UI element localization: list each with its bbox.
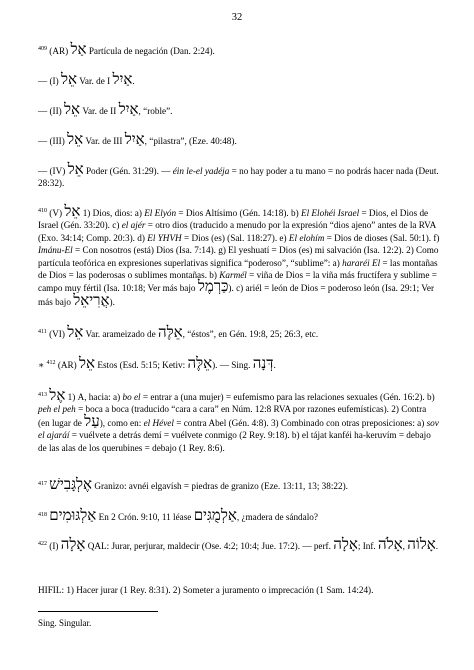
entry-422: $^{422}$ (I) אָלָה QAL: Jurar, perjurar, maldecir (Ose. 4:2; 10:4; Jue. 17:2). — perf. אָלָה; Inf. אָלֹה, אָלוֹה. xyxy=(38,535,439,553)
hebrew-word: עַל xyxy=(84,411,100,430)
entry-410: $^{410}$ (V) אֵל 1) Dios, dios: a) El Elyón = Dios Altísimo (Gén. 14:18). b) El Elohéi Israel = Dios, el Dios de Israel (Gén. 33:20). c) el ajér = otro dios (traducido a menudo por la expresión “dios ajeno” antes de la RVA (Exo. 34:14; Comp. 20:3). d) El YHVH = Dios (es) (Sal. 118:27). e) El elohím = Dios de dioses (Sal. 50:1). f) Imánu-El = Con nosotros (está) Dios (Isa. 7:14). g) El yeshuatí = Dios (es) mi salvación (Isa. 12:2). 2) Como partícula teofórica en expresiones superlativas significa “poderoso”, “sublime”: a) hararéi El = las montañas de Dios = las poderosas o sublimes montañas. b) Karmél = viña de Dios = la viña más fructífera y sublime = campo muy fértil (Isa. 10:18; Ver más bajo כַּרְמֶל). c) ariél = león de Dios = poderoso león (Isa. 29:1; Ver más bajo אֲרִיאֵל). xyxy=(38,202,440,309)
entry-number: 412 xyxy=(46,360,56,366)
hebrew-headword: אֶל xyxy=(49,386,66,404)
hebrew-headword: אַל xyxy=(70,40,87,58)
hebrew-word: דְּנָה xyxy=(252,354,274,372)
hebrew-word: אָלוֹה xyxy=(407,535,436,553)
entry-number: 417 xyxy=(38,481,47,487)
entry-413: $^{413}$ אֶל 1) A, hacia: a) bo el = entrar a (una mujer) = eufemismo para las relaciones sexuales (Gén. 16:2). b) peh el peh = boca a boca (traducido “cara a cara” en Núm. 12:8 RVA por razones eufemísticas). 2) Contra (en lugar de עַל), como en: el Hével = contra Abel (Gén. 4:8). 3) Combinado con otras preposiciones: a) sov el ajaráí = vuélvete a detrás demí = vuélvete conmigo (2 Rey. 9:18). b) el tájat kanféi ha-keruvím = debajo de las alas de los querubines = debajo (1 Rey. 8:6). xyxy=(38,386,439,453)
hebrew-word: אַיִל xyxy=(118,100,139,118)
hebrew-headword: אֵל xyxy=(64,202,81,220)
hebrew-headword: אֵל xyxy=(60,70,77,88)
hebrew-headword: אֵל xyxy=(64,100,81,118)
entry-number: 418 xyxy=(38,512,47,518)
entry-hifil: HIFIL: 1) Hacer jurar (1 Rey. 8:31). 2) Someter a juramento o imprecación (1 Sam. 14:24). xyxy=(38,585,374,595)
hebrew-headword: אֵל xyxy=(79,354,96,372)
hebrew-word: אֵלֶּה xyxy=(157,323,183,341)
hebrew-headword: אֵל xyxy=(67,160,84,178)
hebrew-headword: אָלָה xyxy=(60,535,86,553)
page-number: 32 xyxy=(231,12,243,23)
hebrew-word: אַלְמֻגִּים xyxy=(193,506,237,524)
entry-412: ∗ $^{412}$ (AR) אֵל Estos (Esd. 5:15; Ketiv: אֵלֶּה). — Sing. דְּנָה. xyxy=(38,354,276,372)
hebrew-word: אָלָה xyxy=(333,535,358,553)
entry-el-I: — (I) אֵל Var. de I אַיִל. xyxy=(38,70,135,88)
hebrew-word: אַיִל xyxy=(112,70,133,88)
hebrew-word: כַּרְמֶל xyxy=(197,277,229,296)
entry-411: $^{411}$ (VI) אֵל Var. arameizado de אֵלֶּה, “éstos”, en Gén. 19:8, 25; 26:3, etc. xyxy=(38,323,319,341)
hebrew-word: אָלֹה xyxy=(378,535,403,553)
entry-number: 410 xyxy=(38,208,47,214)
hebrew-word: אֲרִיאֵל xyxy=(73,290,110,309)
entry-number: 409 xyxy=(38,46,47,52)
entry-el-III: — (III) אֵל Var. de III אַיִל, “pilastra”, (Eze. 40:48). xyxy=(38,130,237,148)
entry-el-IV: — (IV) אֵל Poder (Gén. 31:29). — éin le-el yadéja = no hay poder a tu mano = no podrás hacer nada (Deut. 28:32). xyxy=(38,160,439,189)
hebrew-word: אֵלֶּה xyxy=(187,354,213,372)
hebrew-word: אַיִל xyxy=(124,130,145,148)
entry-409: $^{409}$ (AR) אַל Partícula de negación (Dan. 2:24). xyxy=(38,40,215,58)
entry-el-II: — (II) אֵל Var. de II אַיִל, “roble”. xyxy=(38,100,173,118)
entry-418: $^{418}$ אַלְגּוּמִים En 2 Crón. 9:10, 11 léase אַלְמֻגִּים, ¿madera de sándalo? xyxy=(38,506,318,524)
hebrew-headword: אֵל xyxy=(67,323,84,341)
hebrew-headword: אֵל xyxy=(67,130,84,148)
entry-number: 413 xyxy=(38,392,47,398)
star-mark: ∗ xyxy=(38,360,47,370)
entry-417: $^{417}$ אֶלְגָּבִישׁ Granizo: avnéi elgavísh = piedras de granizo (Eze. 13:11, 13; 38:22). xyxy=(38,475,348,493)
hebrew-headword: אֶלְגָּבִישׁ xyxy=(49,475,93,493)
footnote: Sing. Singular. xyxy=(38,618,92,628)
hebrew-headword: אַלְגּוּמִים xyxy=(49,506,97,524)
entry-number: 422 xyxy=(38,541,47,547)
footnote-divider xyxy=(38,611,158,612)
entry-number: 411 xyxy=(38,329,47,335)
